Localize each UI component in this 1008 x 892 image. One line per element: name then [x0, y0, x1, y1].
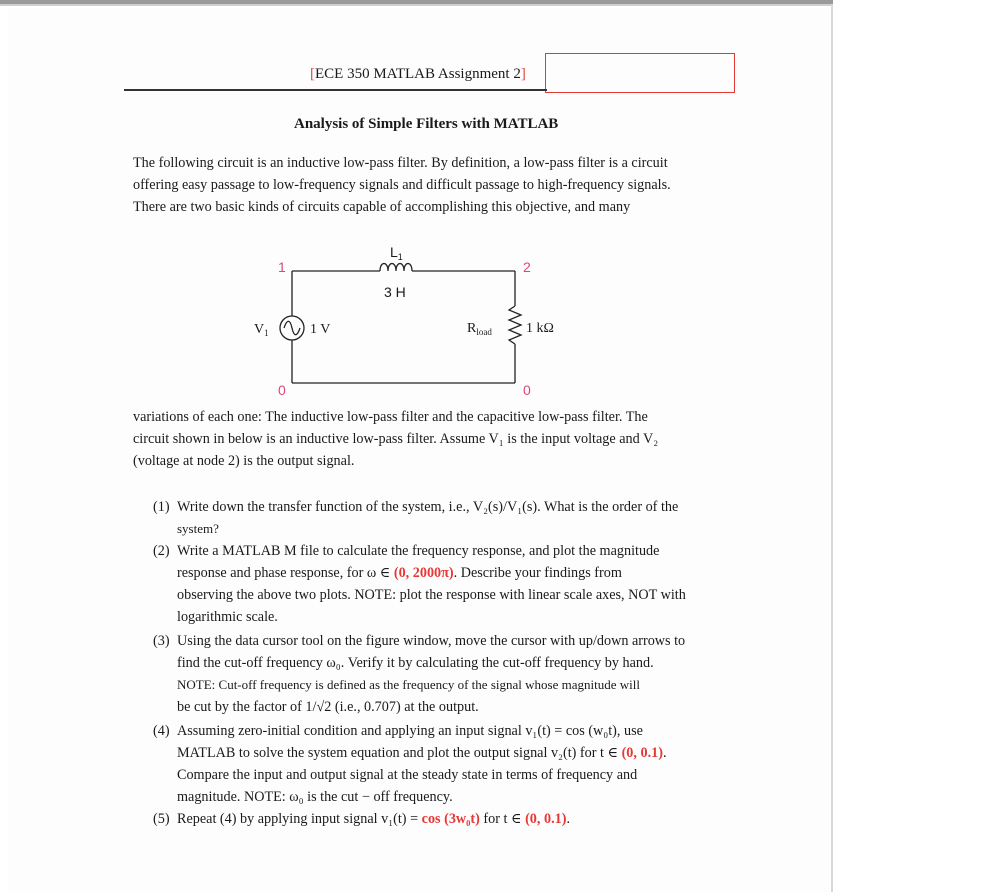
source-subscript: 1: [264, 328, 269, 338]
question-line-with-math: [177, 808, 570, 830]
document-title: Analysis of Simple Filters with MATLAB: [294, 116, 559, 132]
math-prefix: MATLAB to solve the system equation and plot the output signal v₂(t) for t ∈: [177, 745, 622, 761]
source-sine-icon: [284, 321, 300, 335]
question-line: observing the above two plots. NOTE: plot the response with linear scale axes, NOT with: [177, 587, 686, 603]
circuit-diagram: [240, 240, 570, 400]
inductor-value: 3 H: [384, 284, 406, 300]
question-number: (2): [153, 543, 170, 559]
math-suffix: .: [662, 745, 667, 761]
node-0-left-label: 0: [278, 382, 286, 398]
question-line: Using the data cursor tool on the figure window, move the cursor with up/down arrows to: [177, 633, 686, 649]
page-right-edge: [831, 4, 833, 892]
question-note: NOTE: Cut-off frequency is defined as the frequency of the signal whose magnitude will: [177, 677, 640, 692]
question-line-with-math: [177, 562, 622, 584]
header-rule: [124, 89, 547, 91]
question-line: be cut by the factor of 1/√2 (i.e., 0.707) at the output.: [177, 699, 479, 715]
question-number: (3): [153, 633, 170, 649]
intro-line: offering easy passage to low-frequency signals and difficult passage to high-frequency signals.: [133, 177, 671, 193]
question-line: find the cut-off frequency ω₀. Verify it by calculating the cut-off frequency by hand.: [177, 655, 654, 671]
source-letter: V: [254, 322, 265, 337]
node-2-label: 2: [523, 259, 531, 275]
question-number: (4): [153, 723, 170, 739]
question-number: (1): [153, 499, 170, 515]
header-bracket-open: [: [310, 66, 315, 82]
question-line: system?: [177, 521, 219, 536]
load-value: 1 kΩ: [526, 321, 554, 336]
question-line-with-math: [177, 742, 667, 764]
math-suffix: . Describe your findings from: [453, 565, 622, 581]
question-line: magnitude. NOTE: ω₀ is the cut − off frequency.: [177, 789, 453, 805]
math-suffix: .: [566, 811, 570, 827]
load-letter: R: [467, 321, 477, 336]
question-line: Assuming zero-initial condition and applying an input signal v₁(t) = cos (w₀t), use: [177, 723, 643, 739]
source-value: 1 V: [310, 322, 331, 337]
intro-line: There are two basic kinds of circuits capable of accomplishing this objective, and many: [133, 199, 631, 215]
header-text: ECE 350 MATLAB Assignment 2: [315, 66, 521, 82]
top-border-shadow: [0, 4, 833, 6]
frequency-range: (0, 2000π): [393, 565, 454, 581]
header-bracket-close: ]: [520, 66, 526, 82]
header-title: [310, 66, 526, 83]
source-name: [254, 322, 269, 338]
question-line: Write down the transfer function of the system, i.e., V₂(s)/V₁(s). What is the order of the: [177, 499, 679, 515]
description-line: variations of each one: The inductive low-pass filter and the capacitive low-pass filter. The: [133, 409, 648, 425]
description-line: circuit shown in below is an inductive low-pass filter. Assume V₁ is the input voltage and V₂: [133, 431, 659, 447]
time-range: (0, 0.1): [621, 745, 663, 761]
math-prefix: response and phase response, for ω ∈: [177, 565, 394, 581]
math-middle: for t ∈: [479, 811, 526, 827]
description-line: (voltage at node 2) is the output signal.: [133, 453, 355, 469]
question-line: Compare the input and output signal at the steady state in terms of frequency and: [177, 767, 638, 783]
inductor-l1: [380, 264, 412, 272]
intro-paragraph: [133, 152, 733, 218]
node-0-right-label: 0: [523, 382, 531, 398]
node-1-label: 1: [278, 259, 286, 275]
question-number: (5): [153, 811, 170, 827]
question-line: logarithmic scale.: [177, 609, 278, 625]
question-line: Write a MATLAB M file to calculate the frequency response, and plot the magnitude: [177, 543, 660, 559]
time-range: (0, 0.1): [525, 811, 567, 827]
description-paragraph: [133, 406, 733, 472]
inductor-name: [390, 244, 403, 262]
resistor-rload: [509, 306, 521, 344]
load-name: [467, 321, 492, 337]
inductor-letter: L: [390, 244, 398, 260]
intro-line: The following circuit is an inductive low-pass filter. By definition, a low-pass filter is a circuit: [133, 155, 668, 171]
header-selection-box[interactable]: [545, 53, 735, 93]
inductor-subscript: 1: [397, 252, 403, 262]
load-subscript: load: [476, 327, 492, 337]
input-signal: cos (3w₀t): [421, 811, 480, 827]
math-prefix: Repeat (4) by applying input signal v₁(t) =: [177, 811, 422, 827]
